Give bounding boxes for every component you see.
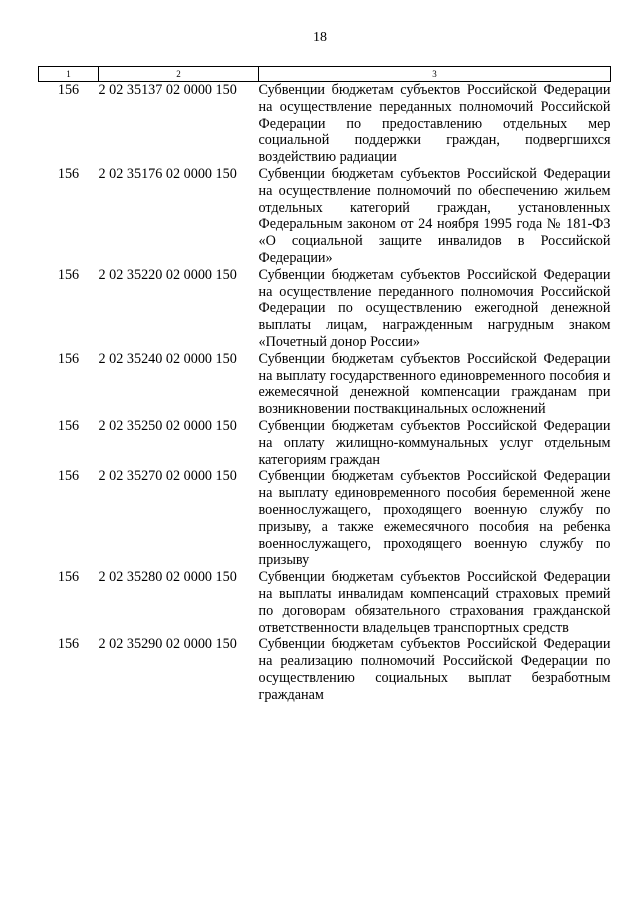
admin-code-cell: 156 xyxy=(57,417,80,434)
table-row xyxy=(39,569,611,636)
budget-code-cell: 2 02 35250 02 0000 150 xyxy=(98,417,237,434)
column-header-1: 1 xyxy=(39,67,99,82)
income-name-cell: Субвенции бюджетам субъектов Российской Федерации на оплату жилищно-коммунальных услуг отдельным категориям граждан xyxy=(258,417,611,468)
admin-code-cell: 156 xyxy=(57,636,80,653)
income-name-cell: Субвенции бюджетам субъектов Российской Федерации на выплаты инвалидам компенсаций страховых премий по договорам обязательного страхования гражданской ответственности владельцев транспортных средств xyxy=(258,569,611,636)
table-row xyxy=(39,351,611,418)
table-row xyxy=(39,636,611,703)
budget-code-cell: 2 02 35176 02 0000 150 xyxy=(98,165,237,182)
table-row xyxy=(39,166,611,267)
admin-code-cell: 156 xyxy=(57,569,80,586)
table-row xyxy=(39,267,611,351)
budget-code-cell: 2 02 35280 02 0000 150 xyxy=(98,569,237,586)
income-name-cell: Субвенции бюджетам субъектов Российской Федерации на осуществление переданных полномочий Российской Федерации по предоставлению отдельных мер социальной поддержки граждан, подвергшихся воздействию радиации xyxy=(258,82,611,166)
table-row xyxy=(39,468,611,569)
column-header-3: 3 xyxy=(259,67,611,82)
income-name-cell: Субвенции бюджетам субъектов Российской Федерации на выплату единовременного пособия беременной жене военнослужащего, проходящего военную службу по призыву, а также ежемесячного пособия на ребенка военнослужащего, проходящего военную службу по призыву xyxy=(258,468,611,569)
admin-code-cell: 156 xyxy=(57,165,80,182)
income-name-cell: Субвенции бюджетам субъектов Российской Федерации на выплату государственного единовременного пособия и ежемесячной денежной компенсации гражданам при возникновении поствакцинальных осложнений xyxy=(258,350,611,418)
budget-code-cell: 2 02 35220 02 0000 150 xyxy=(98,266,237,283)
admin-code-cell: 156 xyxy=(57,266,80,283)
page-number: 18 xyxy=(313,30,327,45)
income-name-cell: Субвенции бюджетам субъектов Российской Федерации на осуществление переданного полномочия Российской Федерации по осуществлению ежегодной денежной выплаты лицам, награжденным нагрудным знаком «Почетный донор России» xyxy=(258,266,611,350)
budget-code-cell: 2 02 35137 02 0000 150 xyxy=(98,82,237,98)
table-header-row xyxy=(39,67,611,82)
table-row xyxy=(39,82,611,166)
budget-code-cell: 2 02 35290 02 0000 150 xyxy=(98,636,237,653)
budget-code-cell: 2 02 35240 02 0000 150 xyxy=(98,350,237,367)
admin-code-cell: 156 xyxy=(57,350,80,367)
budget-code-cell: 2 02 35270 02 0000 150 xyxy=(98,468,237,485)
column-header-2: 2 xyxy=(99,67,259,82)
table-row xyxy=(39,418,611,468)
income-name-cell: Субвенции бюджетам субъектов Российской Федерации на реализацию полномочий Российской Федерации по осуществлению социальных выплат безработным гражданам xyxy=(258,636,611,703)
income-name-cell: Субвенции бюджетам субъектов Российской Федерации на осуществление полномочий по обеспечению жильем отдельных категорий граждан, установленных Федеральным законом от 24 ноября 1995 года № 181-ФЗ «О социальной защите инвалидов в Российской Федерации» xyxy=(258,165,611,266)
admin-code-cell: 156 xyxy=(57,468,80,485)
budget-codes-table xyxy=(38,66,611,703)
admin-code-cell: 156 xyxy=(57,82,80,98)
